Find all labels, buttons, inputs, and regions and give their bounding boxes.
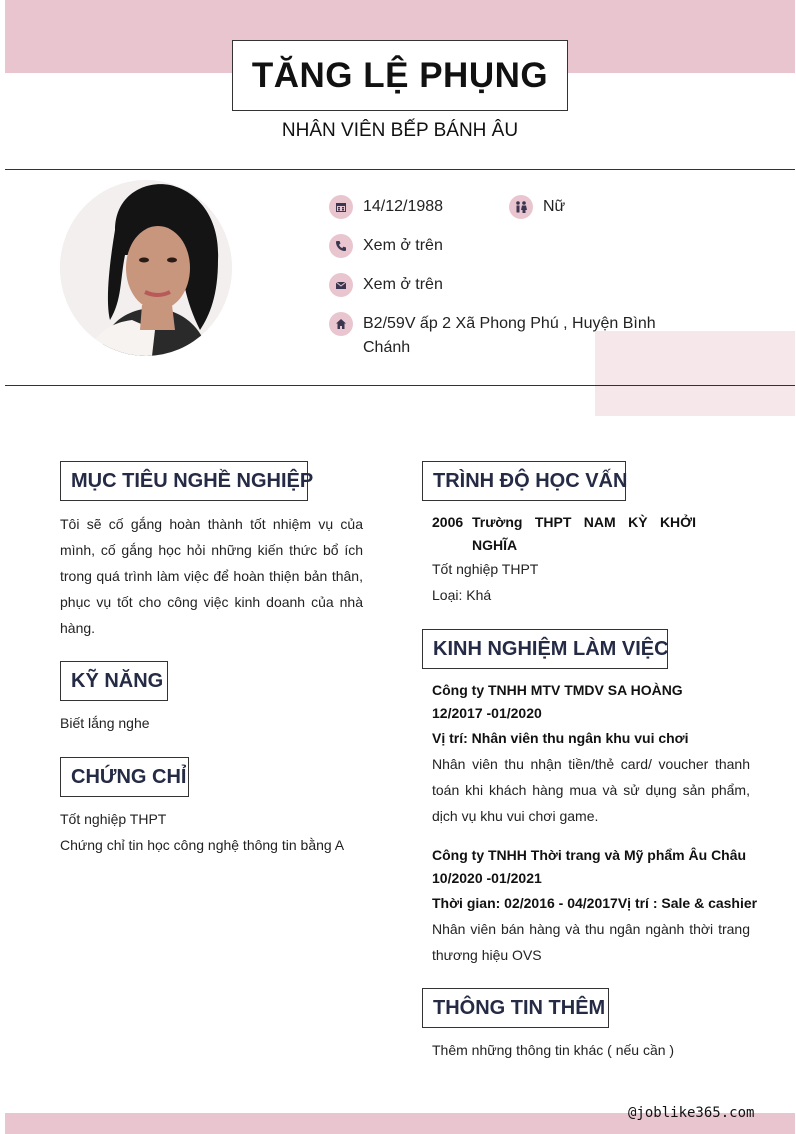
name-box [232,40,568,111]
extra-info-title: THÔNG TIN THÊM [433,996,606,1019]
education-rank: Loại: Khá [432,587,492,603]
address-line-2: Chánh [363,339,411,356]
education-entry [432,511,696,557]
certificates-heading [60,757,189,797]
education-title: TRÌNH ĐỘ HỌC VẤN [433,469,628,492]
email: Xem ở trên [363,276,443,293]
calendar-icon [329,195,353,219]
skills-title: KỸ NĂNG [71,669,164,692]
skill-item: Biết lắng nghe [60,715,150,731]
job-period: 12/2017 -01/2020 [432,705,542,721]
address-row [329,312,656,360]
objective-title: MỤC TIÊU NGHỀ NGHIỆP [71,469,314,492]
phone: Xem ở trên [363,237,443,254]
watermark: @joblike365.com [628,1105,755,1121]
birthday-row [329,195,443,219]
phone-icon [329,234,353,258]
skills-heading [60,661,168,701]
education-school: Trường THPT NAM KỲ KHỞI NGHĨA [472,514,696,553]
home-icon [329,312,353,336]
job-position: Thời gian: 02/2016 - 04/2017Vị trí : Sale & cashier [432,895,758,911]
education-year: 2006 [432,514,464,530]
divider [5,385,795,386]
phone-row [329,234,443,258]
education-heading [422,461,626,501]
gender-icon [509,195,533,219]
job-description: Nhân viên bán hàng và thu ngân ngành thời trang thương hiệu OVS [432,921,750,963]
gender: Nữ [543,198,566,215]
address-line-1: B2/59V ấp 2 Xã Phong Phú , Huyện Bình [363,315,656,332]
education-degree: Tốt nghiệp THPT [432,561,539,577]
experience-title: KINH NGHIỆM LÀM VIỆC [433,637,669,660]
certificate-item: Tốt nghiệp THPT [60,811,167,827]
extra-info-text: Thêm những thông tin khác ( nếu cần ) [432,1042,675,1058]
divider [5,169,795,170]
objective-heading [60,461,314,501]
address [363,312,656,360]
job-company: Công ty TNHH Thời trang và Mỹ phẩm Âu Châu [432,847,747,863]
gender-row [509,195,565,219]
job-description: Nhân viên thu nhận tiền/thẻ card/ voucher thanh toán khi khách hàng mua và sử dụng sản phẩm, dịch vụ khu vui chơi game. [432,756,750,824]
job-position: Vị trí: Nhân viên thu ngân khu vui chơi [432,730,689,746]
email-icon [329,273,353,297]
certificates-title: CHỨNG CHỈ [71,765,187,788]
avatar [60,180,232,356]
job-title: NHÂN VIÊN BẾP BÁNH ÂU [281,120,519,141]
email-row [329,273,443,297]
job-company: Công ty TNHH MTV TMDV SA HOÀNG [432,682,683,698]
objective-text: Tôi sẽ cố gắng hoàn thành tốt nhiệm vụ của mình, cố gắng học hỏi những kiến thức bổ ích trong quá trình làm việc để hoàn thiện bản thân, phục vụ tốt cho công việc kinh doanh của nhà hàng. [60,516,363,636]
birthday: 14/12/1988 [363,198,444,215]
certificate-item: Chứng chỉ tin học công nghệ thông tin bằng A [60,837,345,853]
job-period: 10/2020 -01/2021 [432,870,542,886]
extra-info-heading [422,988,609,1028]
candidate-name: TĂNG LỆ PHỤNG [251,55,549,95]
experience-heading [422,629,668,669]
